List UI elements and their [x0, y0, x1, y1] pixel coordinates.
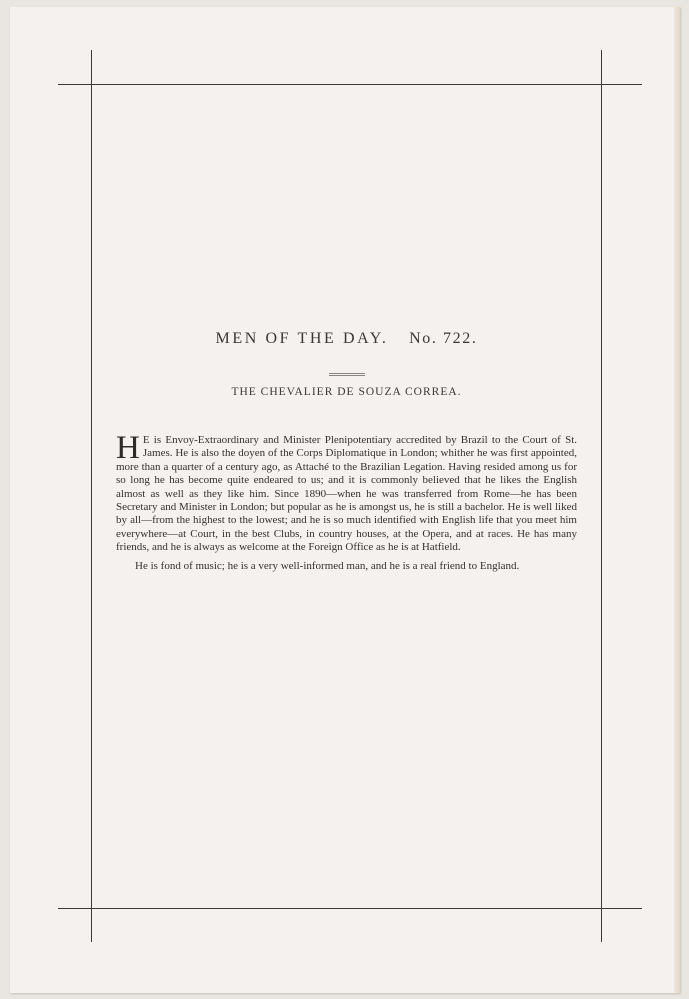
article-body: [116, 430, 577, 573]
border-rule-left: [91, 50, 92, 942]
paragraph-one: [116, 430, 577, 555]
issue-number: No. 722.: [409, 330, 478, 347]
paragraph-one-text: E is Envoy-Extraordinary and Minister Plenipotentiary accredited by Brazil to the Court of St. James. He is also the doyen of the Corps Diplomatique in London; whither he was first appointed, more than a quarter of a century ago, as Attaché to the Brazilian Legation. Having resided among us for so long he has become quite endeared to us; and it is commonly believed that he likes the English almost as well as they like him. Since 1890—when he was transferred from Rome—he has been Secretary and Minister in London; but popular as he is amongst us, he is still a bachelor. He is well liked by all—from the highest to the lowest; and he is so much identified with English life that you meet him everywhere—at Court, in the best Clubs, in country houses, at the Opera, and at races. He has many friends, and he is always as welcome at the Foreign Office as he is at Hatfield.: [116, 434, 577, 554]
border-rule-bottom: [58, 908, 642, 909]
document-page: [10, 7, 680, 993]
border-rule-top: [58, 84, 642, 85]
border-rule-right: [601, 50, 602, 942]
series-title: MEN OF THE DAY.: [215, 330, 389, 347]
drop-cap: H: [116, 430, 140, 466]
subject-title: THE CHEVALIER DE SOUZA CORREA.: [231, 386, 462, 398]
heading-divider: [329, 373, 365, 376]
paragraph-two: He is fond of music; he is a very well-informed man, and he is a real friend to England.: [135, 559, 520, 572]
page-heading: [92, 330, 601, 348]
page-edge: [674, 7, 680, 993]
